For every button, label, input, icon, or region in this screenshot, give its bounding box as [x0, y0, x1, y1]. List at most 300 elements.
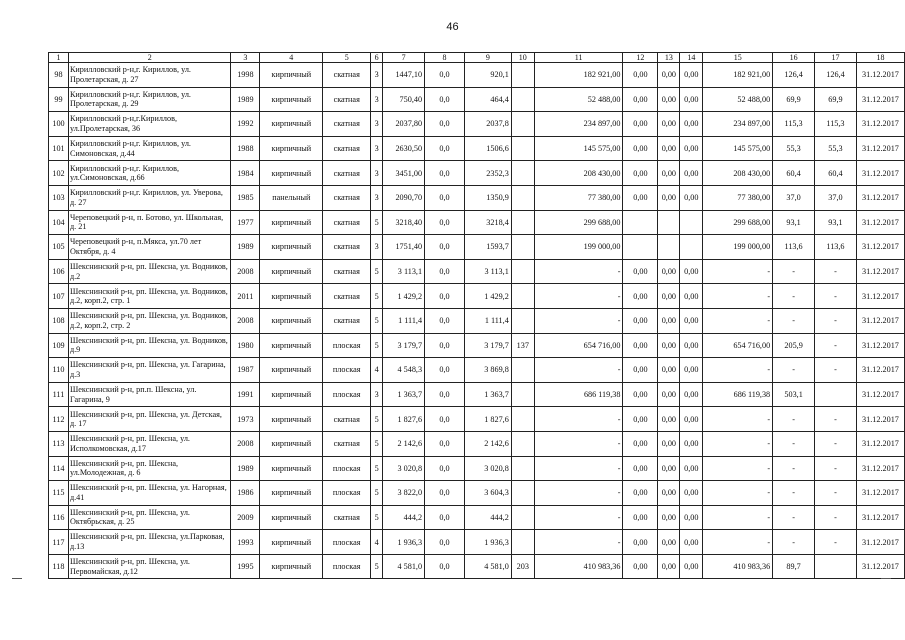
column-header: 6 [371, 53, 383, 63]
table-cell: кирпичный [260, 136, 323, 161]
table-cell: 5 [371, 407, 383, 432]
table-cell: 0,00 [623, 530, 658, 555]
table-cell: 1986 [231, 481, 260, 506]
table-cell: 410 983,36 [534, 554, 623, 579]
table-cell: скатная [323, 407, 371, 432]
table-cell: - [815, 308, 857, 333]
table-cell: - [703, 431, 773, 456]
table-cell: 0,0 [425, 456, 465, 481]
table-cell [511, 456, 534, 481]
table-cell: 4 548,3 [383, 358, 425, 383]
table-cell: 108 [49, 308, 69, 333]
table-cell: 104 [49, 210, 69, 235]
table-cell: 3 [371, 235, 383, 260]
table-cell: кирпичный [260, 456, 323, 481]
table-cell: - [815, 407, 857, 432]
table-cell: 31.12.2017 [856, 333, 904, 358]
table-cell: 299 688,00 [703, 210, 773, 235]
address-cell: Шекснинский р-н, рп. Шексна, ул. Водников, д.2 [68, 259, 230, 284]
table-cell: 55,3 [773, 136, 815, 161]
table-cell: 0,0 [425, 407, 465, 432]
column-header: 7 [383, 53, 425, 63]
table-cell: 60,4 [815, 161, 857, 186]
table-cell: кирпичный [260, 87, 323, 112]
table-cell: 31.12.2017 [856, 235, 904, 260]
table-cell: - [815, 284, 857, 309]
column-header: 12 [623, 53, 658, 63]
table-cell: 31.12.2017 [856, 382, 904, 407]
table-cell: 0,0 [425, 112, 465, 137]
table-cell: 0,00 [623, 136, 658, 161]
table-cell: 3451,00 [383, 161, 425, 186]
table-cell: 2352,3 [464, 161, 511, 186]
table-cell: 69,9 [815, 87, 857, 112]
table-cell: кирпичный [260, 505, 323, 530]
table-cell: 31.12.2017 [856, 481, 904, 506]
table-cell: 77 380,00 [534, 185, 623, 210]
table-cell: 0,00 [623, 284, 658, 309]
table-cell: плоская [323, 358, 371, 383]
table-cell [680, 210, 703, 235]
table-cell: 0,0 [425, 554, 465, 579]
table-cell: 0,0 [425, 431, 465, 456]
table-cell: 114 [49, 456, 69, 481]
table-cell: 0,00 [680, 333, 703, 358]
table-cell [658, 235, 680, 260]
table-cell: 1593,7 [464, 235, 511, 260]
table-cell: 31.12.2017 [856, 456, 904, 481]
table-cell: 0,0 [425, 185, 465, 210]
table-cell: 116 [49, 505, 69, 530]
table-cell [511, 481, 534, 506]
table-cell: 0,00 [680, 308, 703, 333]
table-cell: 0,00 [623, 259, 658, 284]
table-cell: 5 [371, 259, 383, 284]
table-cell: 31.12.2017 [856, 185, 904, 210]
table-row [49, 63, 905, 88]
table-cell: 77 380,00 [703, 185, 773, 210]
table-cell: кирпичный [260, 259, 323, 284]
column-header: 8 [425, 53, 465, 63]
table-row [49, 530, 905, 555]
table-cell: 1350,9 [464, 185, 511, 210]
table-cell: 3 [371, 185, 383, 210]
table-cell: 1989 [231, 235, 260, 260]
table-row [49, 112, 905, 137]
table-cell: 0,00 [680, 112, 703, 137]
table-row [49, 481, 905, 506]
table-cell: 31.12.2017 [856, 259, 904, 284]
table-cell: скатная [323, 63, 371, 88]
table-cell [511, 210, 534, 235]
table-cell: скатная [323, 87, 371, 112]
table-body [49, 63, 905, 579]
table-cell [623, 235, 658, 260]
table-cell: 1 363,7 [383, 382, 425, 407]
table-cell [511, 284, 534, 309]
table-cell: 0,0 [425, 530, 465, 555]
table-cell: - [773, 431, 815, 456]
table-cell: 0,00 [680, 530, 703, 555]
table-cell: 205,9 [773, 333, 815, 358]
table-cell: 410 983,36 [703, 554, 773, 579]
table-cell: 5 [371, 554, 383, 579]
table-cell: 102 [49, 161, 69, 186]
address-cell: Шекснинский р-н, рп. Шексна, ул. Октябрьская, д. 25 [68, 505, 230, 530]
table-cell: 31.12.2017 [856, 161, 904, 186]
table-cell: 2037,8 [464, 112, 511, 137]
table-cell: плоская [323, 530, 371, 555]
table-cell: 31.12.2017 [856, 112, 904, 137]
table-cell: 31.12.2017 [856, 87, 904, 112]
table-cell: - [534, 481, 623, 506]
table-cell: 0,00 [658, 333, 680, 358]
table-cell: 2 142,6 [383, 431, 425, 456]
table-cell [511, 431, 534, 456]
table-cell: 115,3 [815, 112, 857, 137]
table-cell [815, 382, 857, 407]
table-cell: 1993 [231, 530, 260, 555]
table-cell: 5 [371, 210, 383, 235]
table-cell: 0,00 [658, 505, 680, 530]
table-cell [511, 235, 534, 260]
table-cell: 0,00 [680, 407, 703, 432]
table-cell: 111 [49, 382, 69, 407]
address-cell: Череповецкий р-н, п. Ботово, ул. Школьная, д. 21 [68, 210, 230, 235]
table-cell: 1 429,2 [383, 284, 425, 309]
table-row [49, 210, 905, 235]
table-row [49, 87, 905, 112]
table-cell: скатная [323, 161, 371, 186]
table-cell: 0,0 [425, 308, 465, 333]
table-cell: скатная [323, 431, 371, 456]
table-cell: 3 [371, 63, 383, 88]
table-cell: 5 [371, 333, 383, 358]
table-cell: 0,0 [425, 259, 465, 284]
table-cell: 1989 [231, 456, 260, 481]
table-cell: 0,00 [658, 63, 680, 88]
table-cell: 103 [49, 185, 69, 210]
table-cell: 117 [49, 530, 69, 555]
table-cell: 3 869,8 [464, 358, 511, 383]
table-cell: 107 [49, 284, 69, 309]
table-row [49, 185, 905, 210]
table-cell [511, 87, 534, 112]
table-cell: 2090,70 [383, 185, 425, 210]
table-cell: - [703, 530, 773, 555]
table-cell: 0,00 [680, 259, 703, 284]
table-row [49, 456, 905, 481]
table-cell: 0,00 [658, 456, 680, 481]
table-cell: - [534, 530, 623, 555]
table-cell: скатная [323, 185, 371, 210]
table-cell: 0,00 [680, 358, 703, 383]
table-cell: 208 430,00 [534, 161, 623, 186]
table-cell: 31.12.2017 [856, 308, 904, 333]
table-cell: кирпичный [260, 284, 323, 309]
table-cell: 3 113,1 [383, 259, 425, 284]
table-cell: - [534, 308, 623, 333]
table-cell: 5 [371, 308, 383, 333]
table-cell: 3 113,1 [464, 259, 511, 284]
table-cell: 31.12.2017 [856, 358, 904, 383]
table-cell: - [815, 431, 857, 456]
table-cell: 0,0 [425, 235, 465, 260]
address-cell: Шекснинский р-н, рп.п. Шексна, ул. Гагарина, 9 [68, 382, 230, 407]
table-cell: скатная [323, 284, 371, 309]
table-cell: 5 [371, 481, 383, 506]
table-cell: 0,00 [658, 112, 680, 137]
table-cell: 182 921,00 [703, 63, 773, 88]
table-cell: 0,00 [623, 358, 658, 383]
column-header: 10 [511, 53, 534, 63]
column-header: 13 [658, 53, 680, 63]
table-cell: 654 716,00 [703, 333, 773, 358]
table-cell: 0,00 [658, 431, 680, 456]
address-cell: Череповецкий р-н, п.Мякса, ул.70 лет Октября, д. 4 [68, 235, 230, 260]
table-cell: 37,0 [773, 185, 815, 210]
table-cell: 0,00 [623, 161, 658, 186]
table-cell: 3 822,0 [383, 481, 425, 506]
table-cell: 203 [511, 554, 534, 579]
table-row [49, 505, 905, 530]
table-cell: 1506,6 [464, 136, 511, 161]
table-cell [511, 530, 534, 555]
table-cell: 1 429,2 [464, 284, 511, 309]
table-cell: - [773, 456, 815, 481]
table-cell: 4 [371, 530, 383, 555]
table-cell [511, 308, 534, 333]
page-number: 46 [446, 21, 459, 33]
table-cell: 5 [371, 284, 383, 309]
table-cell: 0,00 [658, 136, 680, 161]
table-cell: - [534, 456, 623, 481]
table-cell: 113 [49, 431, 69, 456]
table-cell [511, 259, 534, 284]
table-cell: кирпичный [260, 358, 323, 383]
table-cell: 0,00 [623, 481, 658, 506]
table-cell: 0,00 [623, 63, 658, 88]
table-cell: 1995 [231, 554, 260, 579]
address-cell: Шекснинский р-н, рп. Шексна, ул. Водников, д.2, корп.2, стр. 1 [68, 284, 230, 309]
table-cell: - [815, 358, 857, 383]
table-cell: 109 [49, 333, 69, 358]
table-cell: - [534, 407, 623, 432]
column-header: 5 [323, 53, 371, 63]
table-cell: - [534, 358, 623, 383]
table-cell: 0,00 [680, 456, 703, 481]
table-cell: 118 [49, 554, 69, 579]
table-cell: 4 [371, 358, 383, 383]
table-cell: 182 921,00 [534, 63, 623, 88]
address-cell: Шекснинский р-н, рп. Шексна, ул. Водников, д.2, корп.2, стр. 2 [68, 308, 230, 333]
table-cell: 444,2 [383, 505, 425, 530]
table-cell: 1447,10 [383, 63, 425, 88]
address-cell: Кирилловский р-н,г.Кириллов, ул.Пролетарская, 36 [68, 112, 230, 137]
table-cell: 1985 [231, 185, 260, 210]
table-cell [511, 382, 534, 407]
table-cell: 0,00 [658, 554, 680, 579]
address-cell: Шекснинский р-н, рп. Шексна, ул. Водников, д.9 [68, 333, 230, 358]
address-cell: Шекснинский р-н, рп. Шексна, ул. Нагорная, д.41 [68, 481, 230, 506]
table-cell: кирпичный [260, 407, 323, 432]
table-cell: 3218,40 [383, 210, 425, 235]
table-cell: - [703, 358, 773, 383]
table-cell: 115 [49, 481, 69, 506]
table-cell: 31.12.2017 [856, 284, 904, 309]
table-cell: 3 179,7 [383, 333, 425, 358]
address-cell: Кирилловский р-н,г. Кириллов, ул.Симоновская, д.66 [68, 161, 230, 186]
table-cell: панельный [260, 185, 323, 210]
table-cell: 3 [371, 382, 383, 407]
table-cell [680, 235, 703, 260]
table-cell: 0,00 [658, 259, 680, 284]
table-cell: 234 897,00 [703, 112, 773, 137]
table-row [49, 554, 905, 579]
table-cell: 31.12.2017 [856, 505, 904, 530]
table-cell: - [815, 530, 857, 555]
table-cell: 0,00 [680, 185, 703, 210]
table-cell: 113,6 [773, 235, 815, 260]
scan-edge-mark [881, 578, 891, 579]
table-cell: 464,4 [464, 87, 511, 112]
table-cell: - [534, 431, 623, 456]
table-cell: 0,00 [623, 456, 658, 481]
table-cell: 2008 [231, 308, 260, 333]
table-cell: 31.12.2017 [856, 554, 904, 579]
table-cell: 145 575,00 [534, 136, 623, 161]
table-cell: 0,00 [623, 333, 658, 358]
table-cell: - [534, 259, 623, 284]
table-cell: кирпичный [260, 431, 323, 456]
table-cell: 1989 [231, 87, 260, 112]
table-cell: 0,00 [658, 530, 680, 555]
table-row [49, 259, 905, 284]
table-cell: 2008 [231, 431, 260, 456]
table-cell: плоская [323, 554, 371, 579]
table-row [49, 358, 905, 383]
table-cell [511, 407, 534, 432]
table-cell [815, 554, 857, 579]
table-cell: 0,00 [658, 407, 680, 432]
table-cell: 0,00 [623, 431, 658, 456]
table-cell: 2011 [231, 284, 260, 309]
table-cell: 0,00 [623, 382, 658, 407]
table-row [49, 431, 905, 456]
table-cell: 1992 [231, 112, 260, 137]
table-cell: 112 [49, 407, 69, 432]
table-cell: 0,0 [425, 136, 465, 161]
table-cell: 0,00 [623, 554, 658, 579]
address-cell: Кирилловский р-н,г. Кириллов, ул. Уверова, д. 27 [68, 185, 230, 210]
table-cell: скатная [323, 235, 371, 260]
table-cell: 1 363,7 [464, 382, 511, 407]
table-cell: 93,1 [773, 210, 815, 235]
housing-table-wrap [48, 52, 905, 579]
table-cell: 137 [511, 333, 534, 358]
table-cell: плоская [323, 382, 371, 407]
table-cell: 1984 [231, 161, 260, 186]
table-cell: - [703, 308, 773, 333]
table-row [49, 333, 905, 358]
table-cell: 0,00 [680, 63, 703, 88]
table-cell: 3 604,3 [464, 481, 511, 506]
table-cell: - [703, 259, 773, 284]
header-row [49, 53, 905, 63]
table-cell: 2037,80 [383, 112, 425, 137]
table-cell: плоская [323, 333, 371, 358]
table-cell: 98 [49, 63, 69, 88]
table-cell: 654 716,00 [534, 333, 623, 358]
table-cell: 100 [49, 112, 69, 137]
table-cell [511, 185, 534, 210]
table-cell: 113,6 [815, 235, 857, 260]
table-cell: кирпичный [260, 63, 323, 88]
table-cell: - [703, 505, 773, 530]
column-header: 16 [773, 53, 815, 63]
table-cell: 1 111,4 [383, 308, 425, 333]
table-cell: 145 575,00 [703, 136, 773, 161]
table-cell: 1 936,3 [383, 530, 425, 555]
table-cell: 3218,4 [464, 210, 511, 235]
column-header: 9 [464, 53, 511, 63]
table-cell: 1980 [231, 333, 260, 358]
scan-edge-mark [12, 578, 22, 579]
table-cell: 0,00 [680, 136, 703, 161]
table-cell: - [815, 259, 857, 284]
table-cell: 0,00 [658, 481, 680, 506]
table-cell: - [773, 284, 815, 309]
table-cell: 686 119,38 [703, 382, 773, 407]
table-cell: скатная [323, 505, 371, 530]
table-cell: - [815, 505, 857, 530]
address-cell: Шекснинский р-н, рп. Шексна, ул.Парковая, д.13 [68, 530, 230, 555]
table-row [49, 136, 905, 161]
table-cell: - [703, 284, 773, 309]
table-cell: 234 897,00 [534, 112, 623, 137]
table-row [49, 308, 905, 333]
table-cell: 0,00 [680, 481, 703, 506]
column-header: 2 [68, 53, 230, 63]
table-cell: скатная [323, 210, 371, 235]
table-cell: 3 [371, 136, 383, 161]
table-cell [511, 505, 534, 530]
table-cell: 31.12.2017 [856, 210, 904, 235]
column-header: 17 [815, 53, 857, 63]
table-cell: кирпичный [260, 382, 323, 407]
table-cell: 126,4 [815, 63, 857, 88]
table-cell: 31.12.2017 [856, 431, 904, 456]
table-cell: 1973 [231, 407, 260, 432]
table-cell: кирпичный [260, 308, 323, 333]
table-cell [658, 210, 680, 235]
table-cell: 0,0 [425, 210, 465, 235]
column-header: 18 [856, 53, 904, 63]
table-cell: 3 [371, 112, 383, 137]
column-header: 11 [534, 53, 623, 63]
table-cell: 0,00 [623, 87, 658, 112]
column-header: 4 [260, 53, 323, 63]
table-cell: 1988 [231, 136, 260, 161]
table-cell: 920,1 [464, 63, 511, 88]
table-cell: 0,0 [425, 333, 465, 358]
table-cell: 2 142,6 [464, 431, 511, 456]
table-cell: 55,3 [815, 136, 857, 161]
table-cell: 1 827,6 [383, 407, 425, 432]
table-cell: 0,00 [658, 382, 680, 407]
address-cell: Шекснинский р-н, рп. Шексна, ул. Первомайская, д.12 [68, 554, 230, 579]
table-cell [511, 161, 534, 186]
